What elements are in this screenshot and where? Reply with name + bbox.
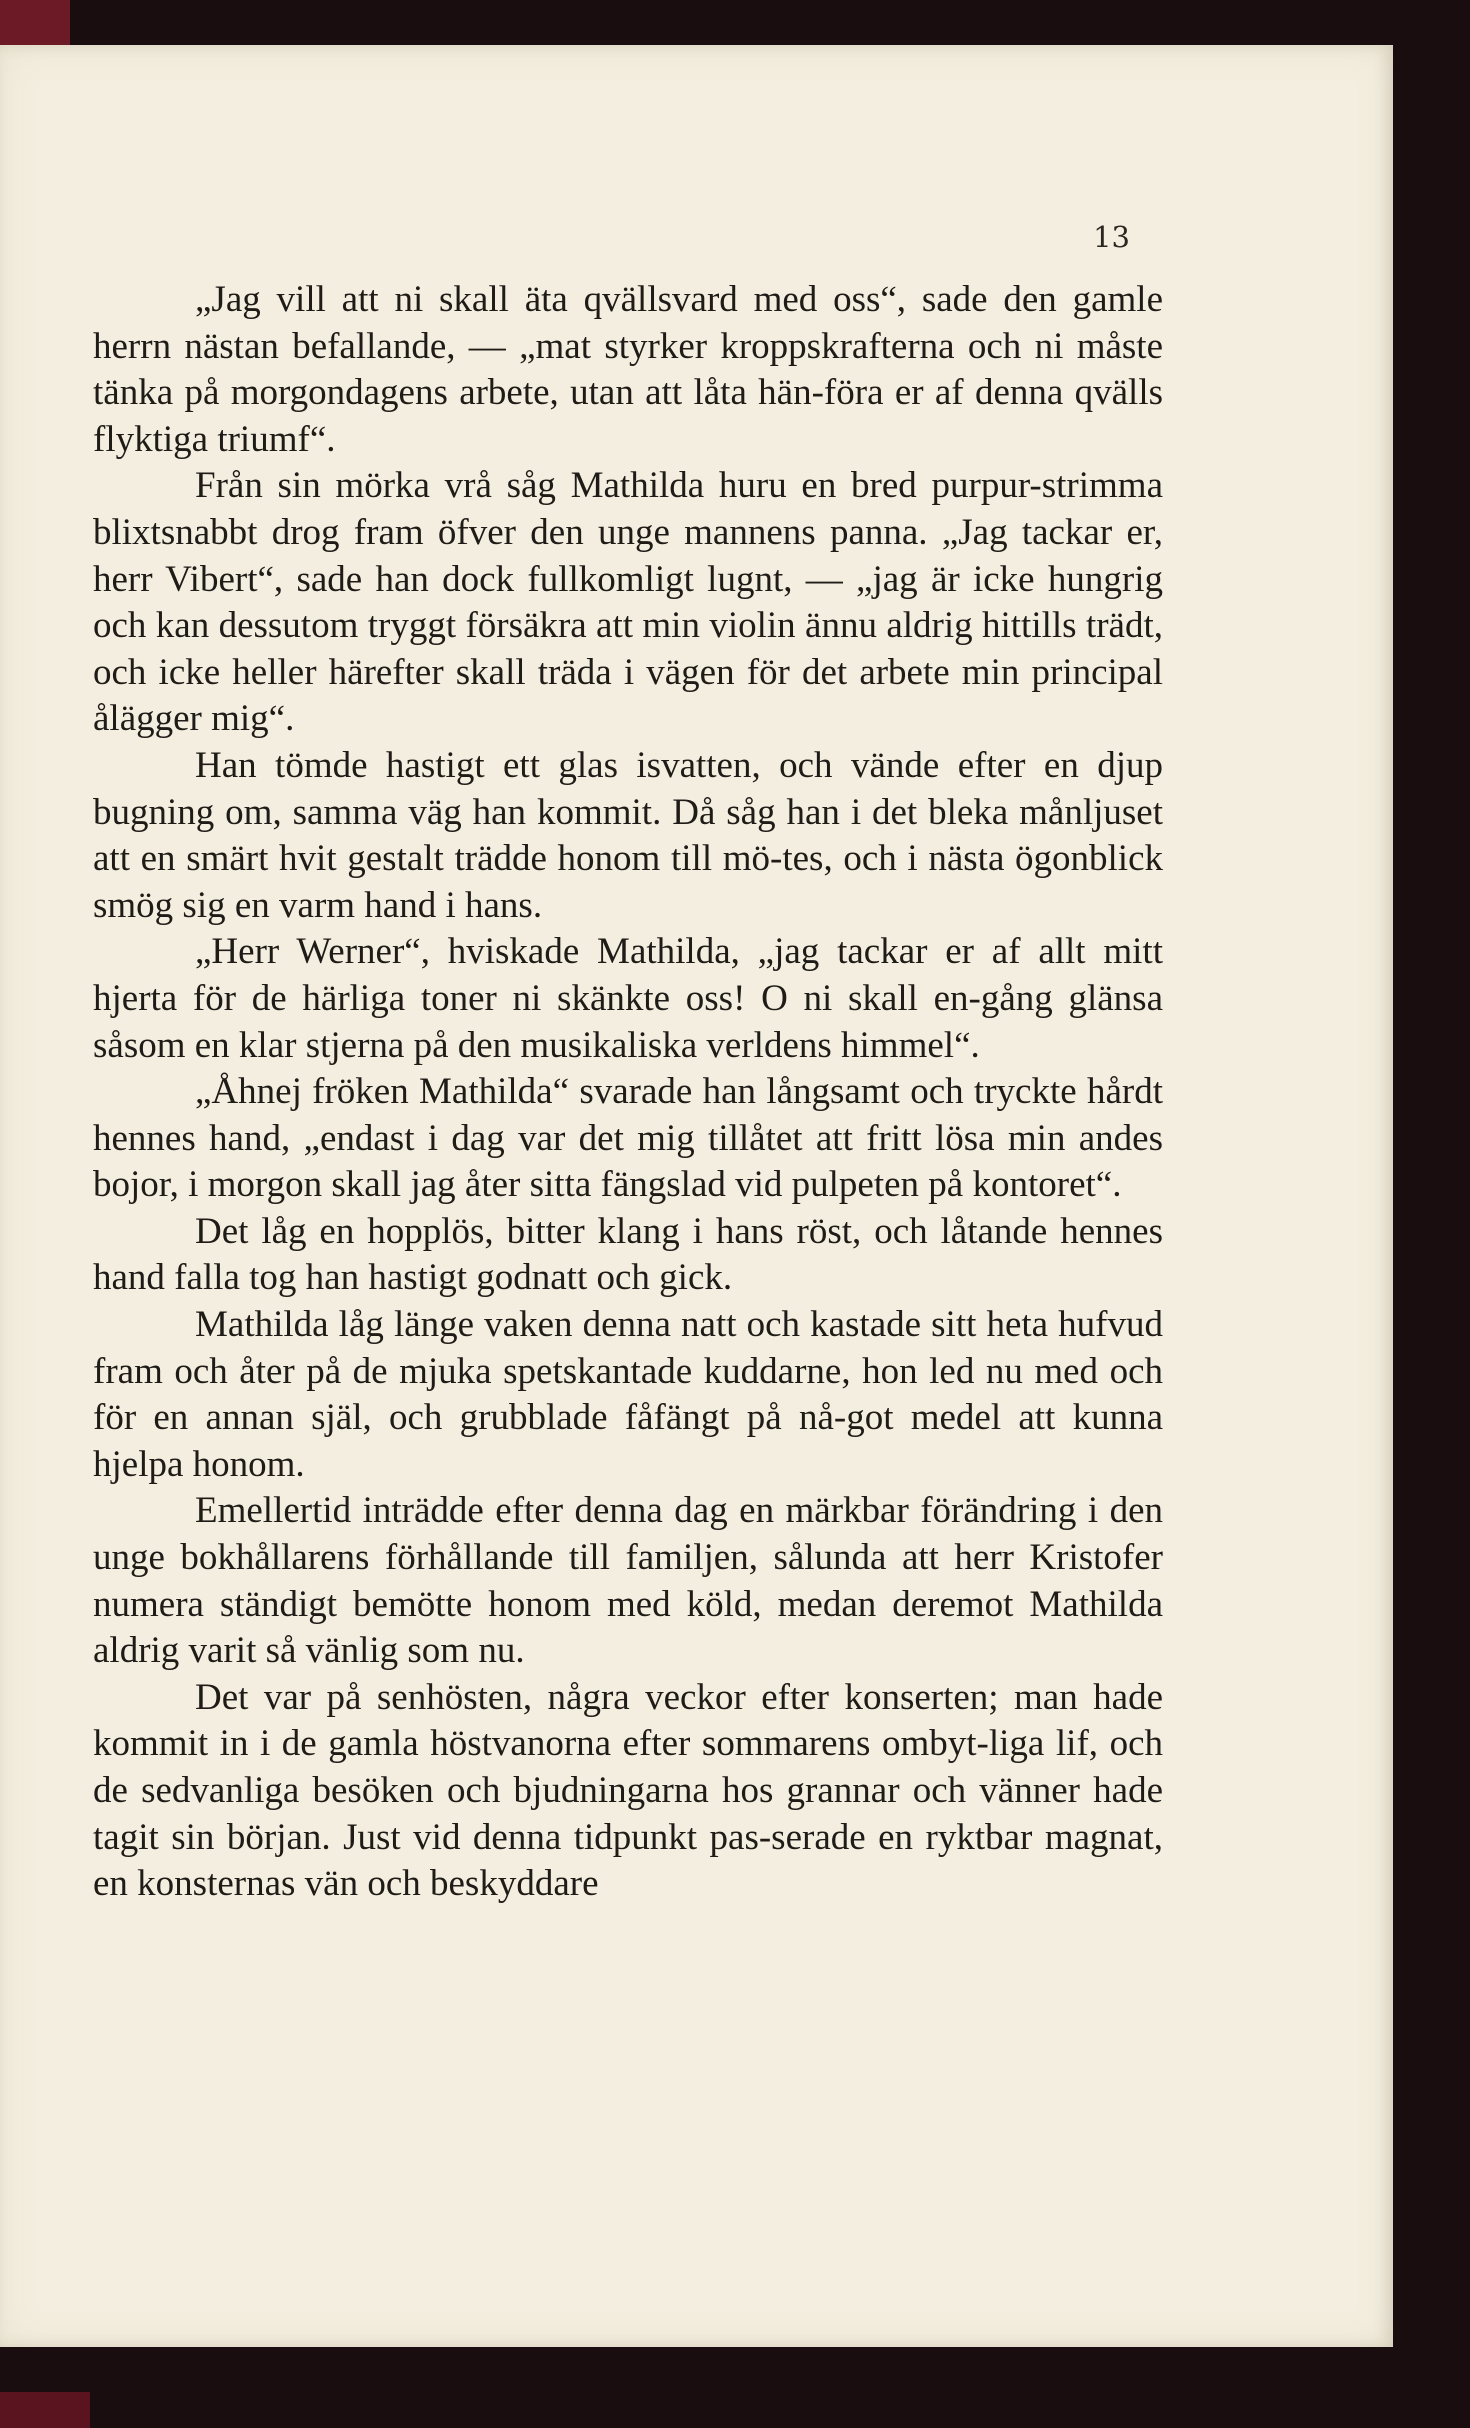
paragraph: Emellertid inträdde efter denna dag en märkbar förändring i den unge bokhållarens förhållande till familjen, sålunda att herr Kristofer numera ständigt bemötte honom med köld, medan deremot Mathilda aldrig varit så vänlig som nu.: [93, 1490, 1163, 1672]
paragraph: Det var på senhösten, några veckor efter konserten; man hade kommit in i de gamla höstvanorna efter sommarens ombyt-liga lif, och de sedvanliga besöken och bjudningarna hos grannar och vänner hade tagit sin början. Just vid denna tidpunkt pas-serade en ryktbar magnat, en konsternas vän och beskyddare: [93, 1676, 1163, 1905]
paragraph: Mathilda låg länge vaken denna natt och kastade sitt heta hufvud fram och åter på de mjuka spetskantade kuddarne, hon led nu med och för en annan själ, och grubblade fåfängt på nå-got medel att kunna hjelpa honom.: [93, 1304, 1163, 1485]
paragraph: Han tömde hastigt ett glas isvatten, och vände efter en djup bugning om, samma väg han kommit. Då såg han i det bleka månljuset att en smärt hvit gestalt trädde honom till mö-tes, och i nästa ögonblick smög sig en varm hand i hans.: [93, 744, 1163, 926]
paragraph: „Åhnej fröken Mathilda“ svarade han långsamt och tryckte hårdt hennes hand, „endast i dag var det mig tillåtet att fritt lösa min andes bojor, i morgon skall jag åter sitta fängslad vid pulpeten på kontoret“.: [93, 1071, 1163, 1206]
page-number: 13: [1093, 220, 1130, 254]
paragraph: Det låg en hopplös, bitter klang i hans röst, och låtande hennes hand falla tog han hastigt godnatt och gick.: [93, 1210, 1163, 1299]
book-spine-top: [0, 0, 70, 45]
paragraph: Från sin mörka vrå såg Mathilda huru en bred purpur-strimma blixtsnabbt drog fram öfver den unge mannens panna. „Jag tackar er, herr Vibert“, sade han dock fullkomligt lugnt, — „jag är icke hungrig och kan dessutom tryggt försäkra att min violin ännu aldrig hittills trädt, och icke heller härefter skall träda i vägen för det arbete min principal ålägger mig“.: [93, 465, 1163, 740]
paragraph: „Herr Werner“, hviskade Mathilda, „jag tackar er af allt mitt hjerta för de härliga toner ni skänkte oss! O ni skall en-gång glänsa såsom en klar stjerna på den musikaliska verldens himmel“.: [93, 931, 1163, 1066]
paper-page: [0, 45, 1393, 2347]
body-text: [93, 277, 1163, 1908]
paragraph: „Jag vill att ni skall äta qvällsvard med oss“, sade den gamle herrn nästan befallande, — „mat styrker kroppskrafterna och ni måste tänka på morgondagens arbete, utan att låta hän-föra er af denna qvälls flyktiga triumf“.: [93, 279, 1163, 460]
book-spine-bottom: [0, 2392, 90, 2428]
